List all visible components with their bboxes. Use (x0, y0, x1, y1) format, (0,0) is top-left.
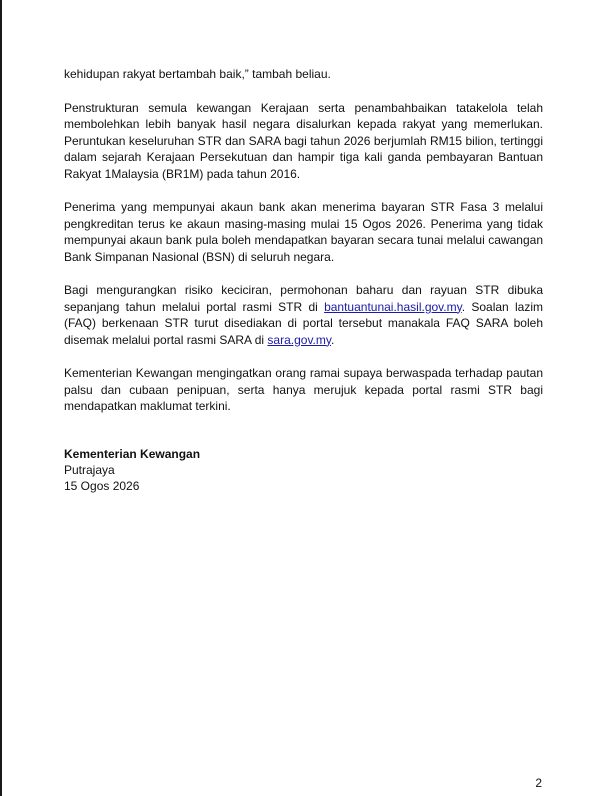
page-edge-line (0, 0, 2, 796)
str-portal-link[interactable]: bantuantunai.hasil.gov.my (324, 299, 462, 314)
paragraph-financial-restructuring: Penstrukturan semula kewangan Kerajaan serta penambahbaikan tatakelola telah membolehkan lebih banyak hasil negara disalurkan kepada rakyat yang memerlukan. Peruntukan keseluruhan STR dan SARA bagi tahun 2026 berjumlah RM15 bilion, tertinggi dalam sejarah Kerajaan Persekutuan dan hampir tiga kali ganda pembayaran Bantuan Rakyat 1Malaysia (BR1M) pada tahun 2016. (64, 100, 543, 181)
paragraph-closing-quote: kehidupan rakyat bertambah baik,” tambah beliau. (64, 67, 331, 81)
signature-date: 15 Ogos 2026 (64, 478, 140, 493)
signature-block (64, 446, 543, 494)
sara-portal-link[interactable]: sara.gov.my (267, 332, 331, 347)
signature-location: Putrajaya (64, 462, 115, 477)
paragraph-application-text-1: Bagi mengurangkan risiko keciciran, permohonan baharu dan rayuan STR dibuka sepanjang tahun melalui portal rasmi STR di (64, 283, 543, 314)
paragraph-application-text-2: . Soalan lazim (FAQ) berkenaan STR turut disediakan di portal tersebut manakala FAQ SARA boleh disemak melalui portal rasmi SARA di (64, 299, 543, 347)
signature-organization: Kementerian Kewangan (64, 446, 201, 461)
page-number: 2 (535, 776, 542, 790)
paragraph-payment-method: Penerima yang mempunyai akaun bank akan menerima bayaran STR Fasa 3 melalui pengkreditan terus ke akaun masing-masing mulai 15 Ogos 2026. Penerima yang tidak mempunyai akaun bank pula boleh mendapatkan bayaran secara tunai melalui cawangan Bank Simpanan Nasional (BSN) di seluruh negara. (64, 200, 543, 264)
document-body (64, 66, 543, 494)
paragraph-application-text-3: . (331, 332, 335, 347)
paragraph-application-portal (64, 282, 543, 348)
paragraph-fraud-warning: Kementerian Kewangan mengingatkan orang ramai supaya berwaspada terhadap pautan palsu dan cubaan penipuan, serta hanya merujuk kepada portal rasmi STR bagi mendapatkan maklumat terkini. (64, 366, 543, 413)
